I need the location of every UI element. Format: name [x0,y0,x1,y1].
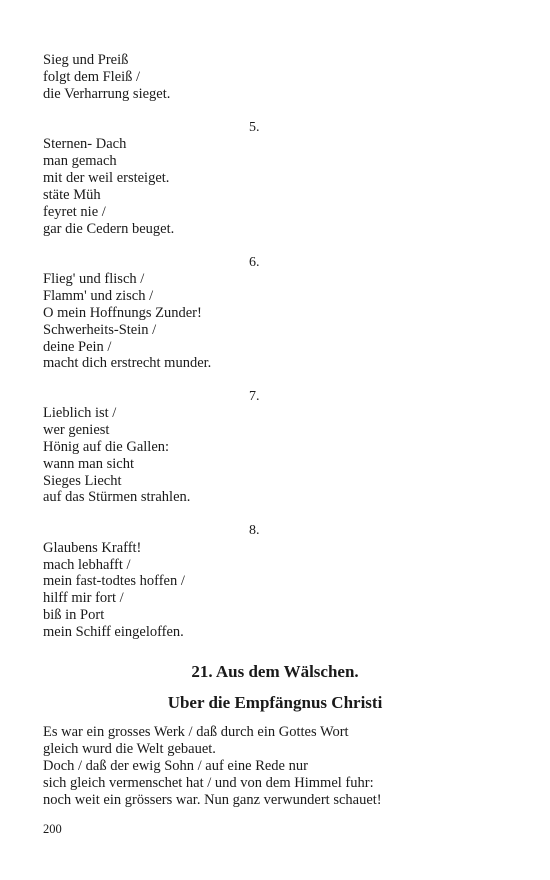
stanza-number: 5. [249,120,260,135]
verse-line: macht dich erstrecht munder. [43,355,212,371]
poem-subtitle: Uber die Empfängnus Christi [167,693,383,712]
stanza-number: 8. [249,523,260,538]
verse-line: biß in Port [43,607,105,623]
verse-line: hilff mir fort / [43,590,124,606]
verse-line: Sieg und Preiß [43,52,129,68]
verse-line: Glaubens Krafft! [43,540,142,556]
verse-line: feyret nie / [43,204,106,220]
verse-line: wann man sicht [43,456,135,472]
verse-line: mach lebhafft / [43,557,131,573]
verse-line: mein fast-todtes hoffen / [43,573,185,589]
verse-line: stäte Müh [43,187,101,203]
verse-line: folgt dem Fleiß / [43,69,141,85]
verse-line: gleich wurd die Welt gebauet. [43,741,216,757]
verse-line: die Verharrung sieget. [43,86,171,102]
verse-line: wer geniest [43,422,110,438]
verse-line: man gemach [43,153,117,169]
verse-line: O mein Hoffnungs Zunder! [43,305,202,321]
verse-line: noch weit ein grössers war. Nun ganz verwundert schauet! [43,792,382,808]
stanza-number: 7. [249,389,260,404]
verse-line: auf das Stürmen strahlen. [43,489,191,505]
verse-line: Es war ein grosses Werk / daß durch ein Gottes Wort [43,724,349,740]
verse-line: mein Schiff eingeloffen. [43,624,184,640]
verse-line: Lieblich ist / [43,405,117,421]
verse-line: Schwerheits-Stein / [43,322,157,338]
verse-line: sich gleich vermenschet hat / und von dem Himmel fuhr: [43,775,374,791]
verse-line: Doch / daß der ewig Sohn / auf eine Rede nur [43,758,308,774]
verse-line: gar die Cedern beuget. [43,221,175,237]
verse-line: deine Pein / [43,339,112,355]
verse-line: Flieg' und flisch / [43,271,145,287]
page-number: 200 [43,822,62,836]
verse-line: Hönig auf die Gallen: [43,439,170,455]
verse-line: Flamm' und zisch / [43,288,154,304]
poem-title: 21. Aus dem Wälschen. [191,662,359,681]
verse-line: Sternen- Dach [43,136,127,152]
verse-line: mit der weil ersteiget. [43,170,170,186]
stanza-number: 6. [249,255,260,270]
verse-line: Sieges Liecht [43,473,122,489]
